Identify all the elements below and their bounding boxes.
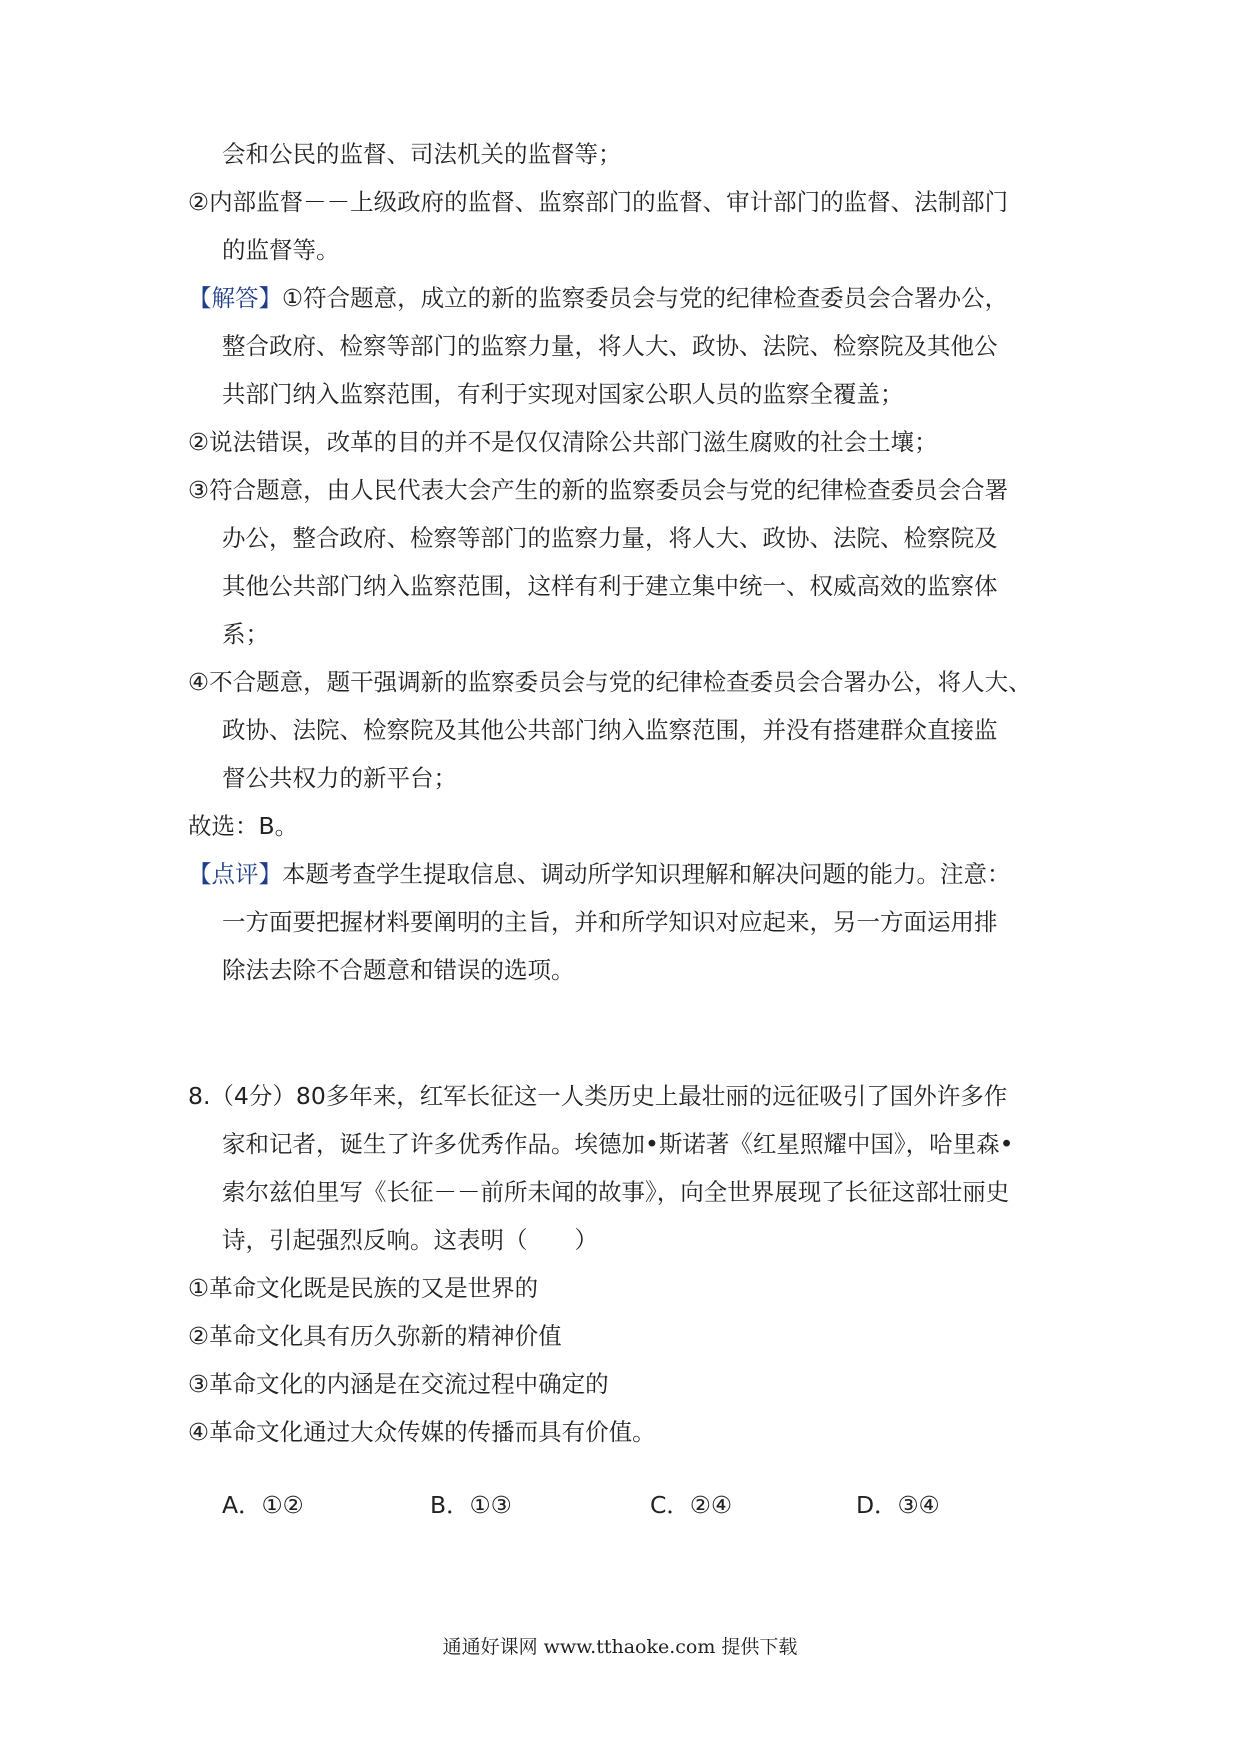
text-line: 系； [222, 620, 269, 648]
text-line: 故选：B。 [188, 812, 299, 840]
text-line [188, 284, 1008, 312]
text-line [188, 860, 1011, 888]
comment-text: 本题考查学生提取信息、调动所学知识理解和解决问题的能力。注意： [282, 860, 1011, 888]
text-line: 整合政府、检察等部门的监察力量，将人大、政协、法院、检察院及其他公 [222, 332, 998, 360]
text-line: 索尔兹伯里写《长征－－前所未闻的故事》，向全世界展现了长征这部壮丽史 [222, 1178, 1010, 1206]
option-c: C．②④ [650, 1491, 733, 1519]
statement-item: ③革命文化的内涵是在交流过程中确定的 [188, 1370, 609, 1398]
page-footer: 通通好课网 www.tthaoke.com 提供下载 [442, 1636, 798, 1658]
statement-item: ④革命文化通过大众传媒的传播而具有价值。 [188, 1418, 656, 1446]
text-line: ②说法错误，改革的目的并不是仅仅清除公共部门滋生腐败的社会土壤； [188, 428, 938, 456]
text-line: 共部门纳入监察范围，有利于实现对国家公职人员的监察全覆盖； [222, 380, 904, 408]
text-line: ④不合题意，题干强调新的监察委员会与党的纪律检查委员会合署办公，将人大、 [188, 668, 1032, 696]
statement-item: ②革命文化具有历久弥新的精神价值 [188, 1322, 562, 1350]
text-line: 会和公民的监督、司法机关的监督等； [222, 140, 622, 168]
option-d: D．③④ [856, 1491, 940, 1519]
text-line: ③符合题意，由人民代表大会产生的新的监察委员会与党的纪律检查委员会合署 [188, 476, 1009, 504]
text-line: 其他公共部门纳入监察范围，这样有利于建立集中统一、权威高效的监察体 [222, 572, 998, 600]
question-stem: 8.（4分）80多年来，红军长征这一人类历史上最壮丽的远征吸引了国外许多作 [188, 1082, 1008, 1110]
text-line: 一方面要把握材料要阐明的主旨，并和所学知识对应起来，另一方面运用排 [222, 908, 998, 936]
text-line: 诗，引起强烈反响。这表明（ ） [222, 1226, 598, 1254]
text-line: ②内部监督－－上级政府的监督、监察部门的监督、审计部门的监督、法制部门 [188, 188, 1009, 216]
text-line: 的监督等。 [222, 236, 340, 264]
text-line: 除法去除不合题意和错误的选项。 [222, 956, 575, 984]
text-line: 督公共权力的新平台； [222, 764, 457, 792]
comment-tag: 【点评】 [188, 860, 282, 888]
text-line: 家和记者，诞生了许多优秀作品。埃德加•斯诺著《红星照耀中国》，哈里森• [222, 1130, 1014, 1158]
answer-text: ①符合题意，成立的新的监察委员会与党的纪律检查委员会合署办公， [282, 284, 1009, 312]
text-line: 办公，整合政府、检察等部门的监察力量，将人大、政协、法院、检察院及 [222, 524, 998, 552]
option-a: A．①② [222, 1491, 304, 1519]
text-line: 政协、法院、检察院及其他公共部门纳入监察范围，并没有搭建群众直接监 [222, 716, 998, 744]
statement-item: ①革命文化既是民族的又是世界的 [188, 1274, 539, 1302]
answer-tag: 【解答】 [188, 284, 282, 312]
option-b: B．①③ [430, 1491, 512, 1519]
